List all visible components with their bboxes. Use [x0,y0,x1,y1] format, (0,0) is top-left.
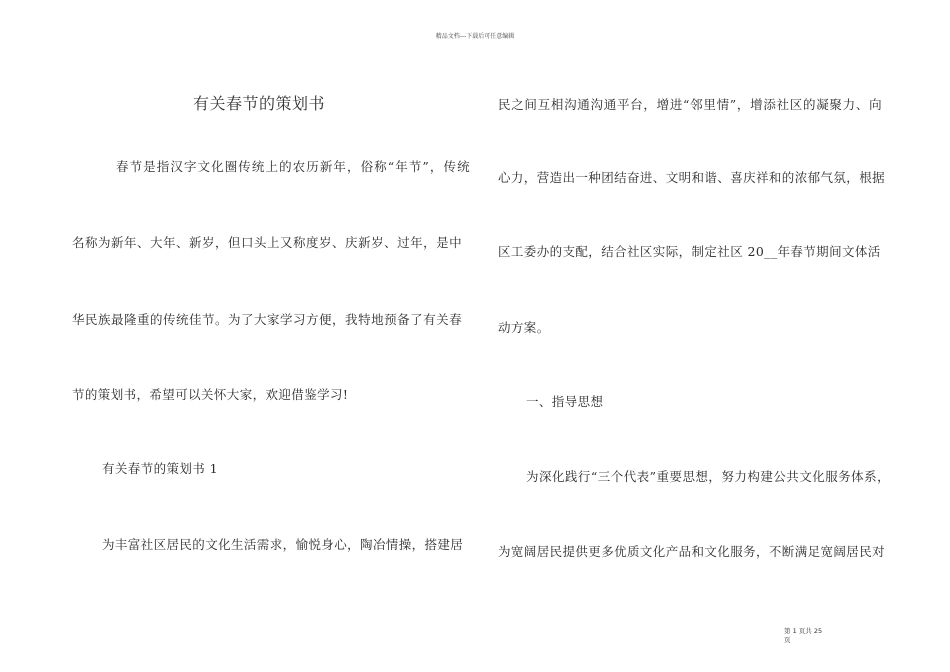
section-heading: 有关春节的策划书 1 [102,461,218,476]
page-header-note: 精品文档---下载后可任意编辑 [435,33,515,40]
right-line-4: 动方案。 [498,320,550,335]
page-indicator: 第 1 页共 25 页 [784,627,823,644]
right-line-2: 心力，营造出一种团结奋进、文明和谐、喜庆祥和的浓郁气氛，根据 [498,170,886,185]
intro-line-3: 华民族最隆重的传统佳节。为了大家学习方便，我特地预备了有关春 [72,312,462,327]
right-body-line-1: 为深化践行“三个代表”重要思想，努力构建公共文化服务体系， [526,469,890,484]
intro-line-4: 节的策划书，希望可以关怀大家，欢迎借鉴学习! [72,387,349,402]
section-heading-guiding-ideology: 一、指导思想 [526,394,604,409]
intro-line-1: 春节是指汉字文化圈传统上的农历新年，俗称“年节”，传统 [116,159,470,174]
right-body-line-2: 为宽阔居民提供更多优质文化产品和文化服务，不断满足宽阔居民对 [498,544,886,559]
right-line-1: 民之间互相沟通沟通平台，增进“邻里情”，增添社区的凝聚力、向 [498,97,882,112]
document-title: 有关春节的策划书 [193,94,326,113]
body-line-1: 为丰富社区居民的文化生活需求，愉悦身心，陶冶情操，搭建居 [102,537,464,552]
intro-line-2: 名称为新年、大年、新岁，但口头上又称度岁、庆新岁、过年，是中 [72,235,462,250]
right-line-3: 区工委办的支配，结合社区实际，制定社区 20__年春节期间文体活 [498,244,881,259]
